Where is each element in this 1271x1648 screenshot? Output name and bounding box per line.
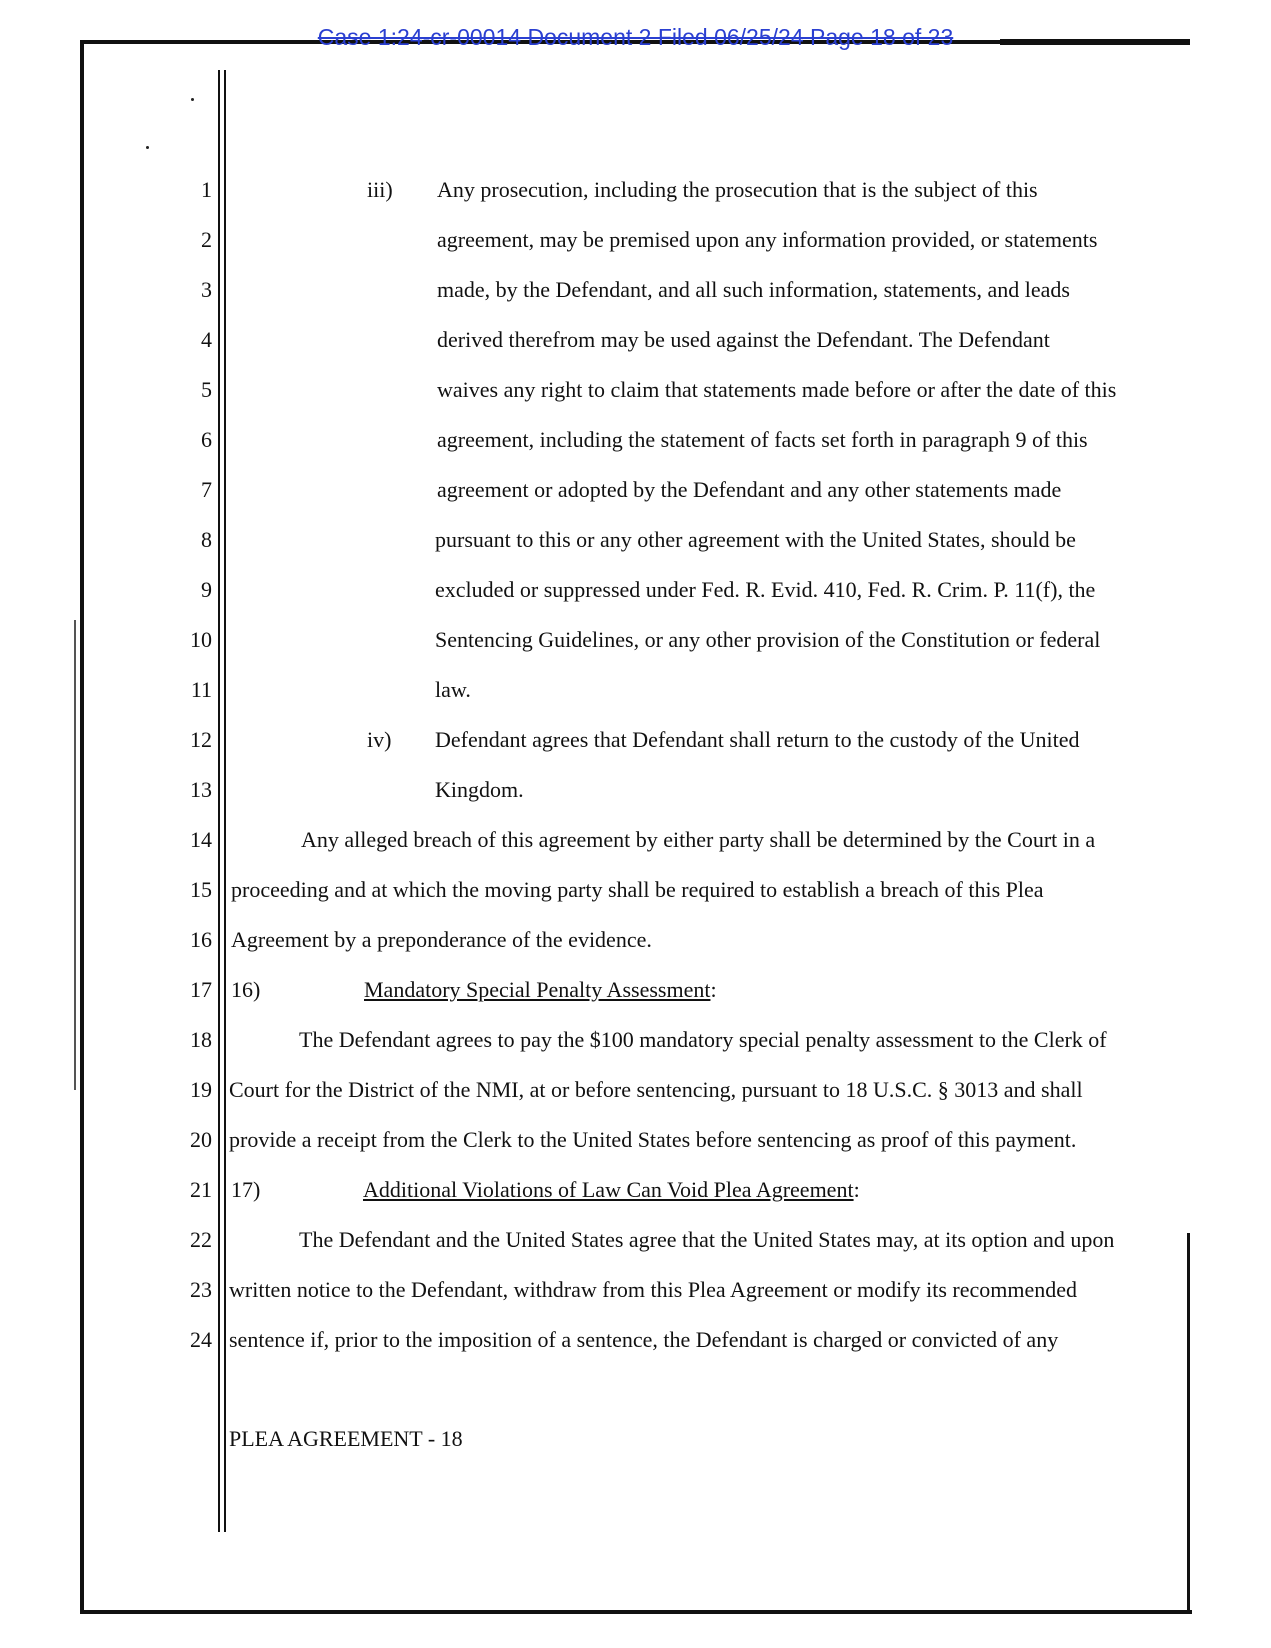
line-number: 19 (190, 1077, 212, 1102)
section-17-heading-colon: : (853, 1177, 860, 1202)
item-iii-line: made, by the Defendant, and all such information, statements, and leads (437, 277, 1070, 302)
section-17-heading-text: Additional Violations of Law Can Void Plea Agreement (363, 1177, 854, 1202)
item-iii-line: agreement, may be premised upon any information provided, or statements (437, 227, 1098, 252)
line-number: 18 (190, 1027, 212, 1052)
line-number: 3 (201, 277, 212, 302)
section-17-heading (363, 1177, 860, 1203)
line-number: 14 (190, 827, 212, 852)
line-number: 13 (190, 777, 212, 802)
item-iii-marker: iii) (367, 177, 393, 202)
scan-speck (191, 98, 194, 101)
case-filing-stamp: Case 1:24-cr-00014 Document 2 Filed 06/25/24 Page 18 of 23 (317, 24, 954, 50)
line-number: 2 (201, 227, 212, 252)
pleading-rule-right (224, 70, 226, 1532)
breach-paragraph-line: Agreement by a preponderance of the evidence. (231, 927, 652, 952)
section-16-heading-colon: : (710, 977, 717, 1002)
line-number: 23 (190, 1277, 212, 1302)
item-iv-marker: iv) (367, 727, 392, 752)
item-iii-line: agreement or adopted by the Defendant and any other statements made (437, 477, 1062, 502)
line-number: 1 (201, 177, 212, 202)
line-number: 9 (201, 577, 212, 602)
line-number: 11 (190, 677, 212, 702)
page-border-left (80, 40, 84, 1613)
section-17-line: sentence if, prior to the imposition of a sentence, the Defendant is charged or convicted of any (229, 1327, 1059, 1352)
line-number: 12 (190, 727, 212, 752)
line-number: 20 (190, 1127, 212, 1152)
section-16-line: Court for the District of the NMI, at or before sentencing, pursuant to 18 U.S.C. § 3013 and shall (229, 1077, 1083, 1102)
item-iii-line: agreement, including the statement of facts set forth in paragraph 9 of this (437, 427, 1088, 452)
item-iii-line: Any prosecution, including the prosecution that is the subject of this (437, 177, 1038, 202)
line-number: 24 (190, 1327, 212, 1352)
line-number: 15 (190, 877, 212, 902)
section-16-heading (364, 977, 717, 1003)
line-number: 8 (201, 527, 212, 552)
item-iv-line: Kingdom. (435, 777, 524, 802)
line-number: 10 (190, 627, 212, 652)
scan-edge-mark (74, 620, 76, 1090)
section-17-number: 17) (231, 1177, 261, 1202)
item-iii-line: pursuant to this or any other agreement with the United States, should be (435, 527, 1076, 552)
section-16-heading-text: Mandatory Special Penalty Assessment (364, 977, 711, 1002)
item-iii-line: Sentencing Guidelines, or any other provision of the Constitution or federal (435, 627, 1101, 652)
item-iii-line: excluded or suppressed under Fed. R. Evid. 410, Fed. R. Crim. P. 11(f), the (435, 577, 1096, 602)
section-16-number: 16) (231, 977, 261, 1002)
line-number: 4 (201, 327, 212, 352)
section-16-line: provide a receipt from the Clerk to the United States before sentencing as proof of this payment. (229, 1127, 1077, 1152)
line-number: 16 (190, 927, 212, 952)
item-iii-line: law. (435, 677, 471, 702)
scan-speck (146, 146, 149, 149)
page-footer-title: PLEA AGREEMENT - 18 (229, 1426, 463, 1451)
section-17-line: written notice to the Defendant, withdraw from this Plea Agreement or modify its recommended (229, 1277, 1077, 1302)
page-border-right (1187, 1233, 1190, 1613)
pleading-rule-left (218, 70, 220, 1532)
item-iii-line: derived therefrom may be used against the Defendant. The Defendant (437, 327, 1050, 352)
breach-paragraph-line: Any alleged breach of this agreement by either party shall be determined by the Court in a (301, 827, 1096, 852)
section-17-line: The Defendant and the United States agree that the United States may, at its option and upon (299, 1227, 1115, 1252)
item-iii-line: waives any right to claim that statements made before or after the date of this (437, 377, 1117, 402)
line-number: 5 (201, 377, 212, 402)
section-16-line: The Defendant agrees to pay the $100 mandatory special penalty assessment to the Clerk of (299, 1027, 1107, 1052)
line-number: 7 (201, 477, 212, 502)
line-number: 21 (190, 1177, 212, 1202)
page-border-bottom (80, 1610, 1192, 1614)
line-number: 22 (190, 1227, 212, 1252)
line-number: 6 (201, 427, 212, 452)
breach-paragraph-line: proceeding and at which the moving party shall be required to establish a breach of this Plea (231, 877, 1044, 902)
line-number: 17 (190, 977, 212, 1002)
item-iv-line: Defendant agrees that Defendant shall return to the custody of the United (435, 727, 1080, 752)
